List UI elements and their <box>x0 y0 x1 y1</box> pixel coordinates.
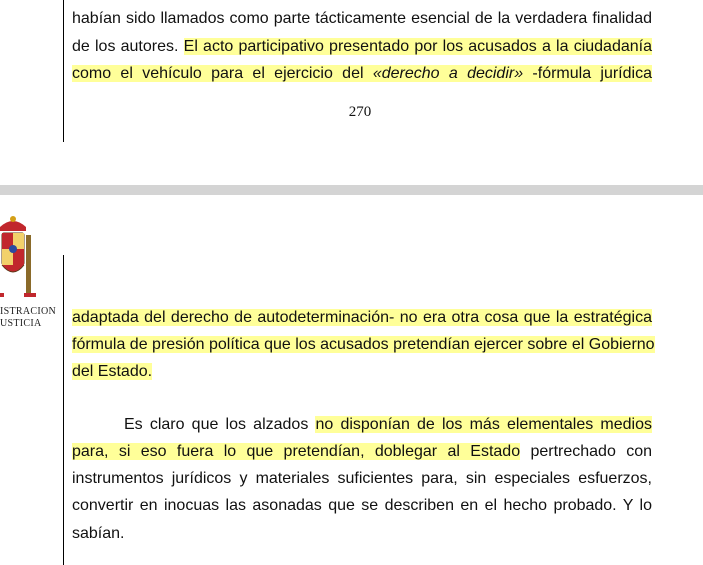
text-line <box>72 496 652 516</box>
text-line <box>124 415 652 435</box>
highlighted-text: adaptada del derecho de autodeterminación- no era otra cosa que la estratégica <box>72 309 652 326</box>
text-line <box>72 335 655 355</box>
text-line <box>72 442 652 462</box>
highlighted-text: «derecho a decidir» <box>372 65 524 82</box>
margin-rule <box>63 255 64 565</box>
text-line <box>72 524 652 544</box>
text-line <box>72 64 652 84</box>
text-line <box>72 9 652 29</box>
highlighted-text: no disponían de los más elementales medios <box>315 416 653 433</box>
logo-caption: USTICIA <box>0 318 42 329</box>
coat-of-arms-logo <box>0 213 54 303</box>
text-segment: habían sido llamados como parte tácticamente esencial de la verdadera finalidad <box>72 10 652 27</box>
text-segment: pertrechado con <box>520 443 653 460</box>
text-segment: sabían. <box>72 525 125 542</box>
document-page-top <box>0 0 703 185</box>
highlighted-text: El acto participativo presentado por los acusados a la ciudadanía <box>183 38 652 55</box>
page-divider <box>0 185 703 195</box>
highlighted-text: del Estado. <box>72 363 153 380</box>
page-number: 270 <box>348 104 372 120</box>
text-segment: convertir en inocuas las asonadas que se describen en el hecho probado. Y lo <box>72 497 652 514</box>
text-line <box>72 37 652 57</box>
text-line <box>72 362 652 382</box>
highlighted-text: para, si eso fuera lo que pretendían, doblegar al Estado <box>72 443 521 460</box>
highlighted-text: como el vehículo para el ejercicio del <box>72 65 373 82</box>
text-segment: instrumentos jurídicos y materiales suficientes para, sin especiales esfuerzos, <box>72 470 652 487</box>
highlighted-text: fórmula de presión política que los acusados pretendían ejercer sobre el Gobierno <box>72 336 655 353</box>
text-segment: Es claro que los alzados <box>124 416 316 433</box>
text-line <box>72 308 652 328</box>
logo-caption: ISTRACION <box>0 306 57 317</box>
text-segment: de los autores. <box>72 38 184 55</box>
margin-rule <box>63 0 64 142</box>
highlighted-text: -fórmula jurídica <box>523 65 652 82</box>
document-page-bottom <box>0 195 703 565</box>
text-line <box>72 469 652 489</box>
